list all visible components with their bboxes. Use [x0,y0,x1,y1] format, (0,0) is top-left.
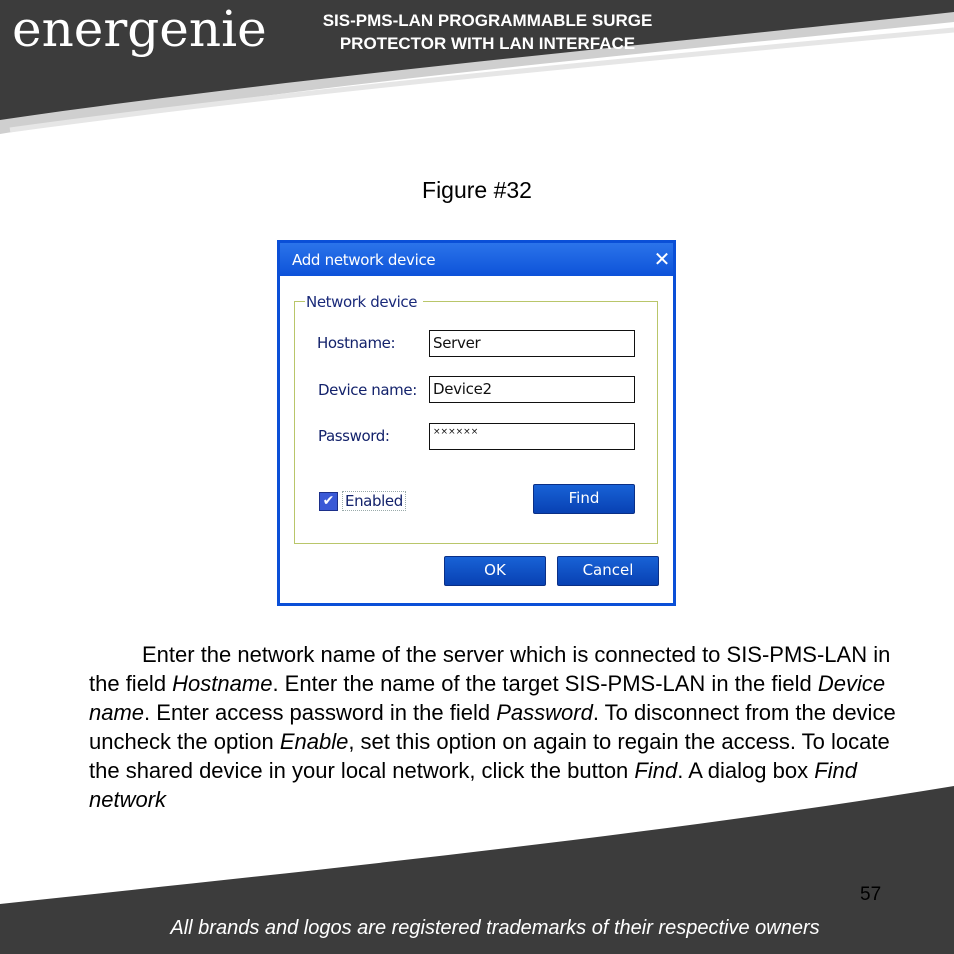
dialog-titlebar[interactable] [280,243,673,276]
term-password: Password [496,700,593,725]
dialog-client-area [280,276,673,603]
dialog-title: Add network device [292,251,436,269]
cancel-button[interactable]: Cancel [557,556,659,586]
add-network-device-dialog [277,240,676,606]
text-segment: . A dialog box [677,758,815,783]
header-band [0,0,954,150]
group-label: Network device [305,293,423,311]
term-find: Find [634,758,678,783]
password-label: Password: [318,427,390,445]
text-segment: . To disconnect from the device uncheck the option [89,700,896,754]
text-segment: , set this option on again to regain the access. To locate the shared device in your local network, click the button [89,729,890,783]
text-segment: Enter the network name of the server which is connected to SIS-PMS-LAN in the field [89,642,891,696]
trademark-notice: All brands and logos are registered trademarks of their respective owners [170,917,820,939]
enabled-checkbox-label[interactable]: Enabled [342,491,406,511]
term-hostname: Hostname [172,671,273,696]
title-line-1: SIS-PMS-LAN PROGRAMMABLE SURGE [322,11,653,30]
find-button[interactable]: Find [533,484,635,514]
document-title [290,9,685,55]
title-line-2: PROTECTOR WITH LAN INTERFACE [339,34,636,53]
term-find-network: Find network [89,758,857,812]
text-segment: . Enter access password in the field [144,700,497,725]
text-segment: . Enter the name of the target SIS-PMS-LAN in the field [272,671,818,696]
hostname-input[interactable]: Server [429,330,635,357]
term-device-name: Device name [89,671,886,725]
device-name-label: Device name: [318,381,417,399]
close-icon[interactable]: ✕ [653,247,671,271]
ok-button[interactable]: OK [444,556,546,586]
figure-caption: Figure #32 [422,177,532,203]
page-number: 57 [860,884,882,905]
password-input[interactable] [429,423,635,450]
term-enable: Enable [279,729,349,754]
enabled-checkbox[interactable]: ✔ [319,492,338,511]
hostname-label: Hostname: [317,334,396,352]
energenie-logo: energenie [12,0,267,58]
password-mask: ×××××× [433,427,479,437]
network-device-group [294,293,658,544]
device-name-input[interactable]: Device2 [429,376,635,403]
